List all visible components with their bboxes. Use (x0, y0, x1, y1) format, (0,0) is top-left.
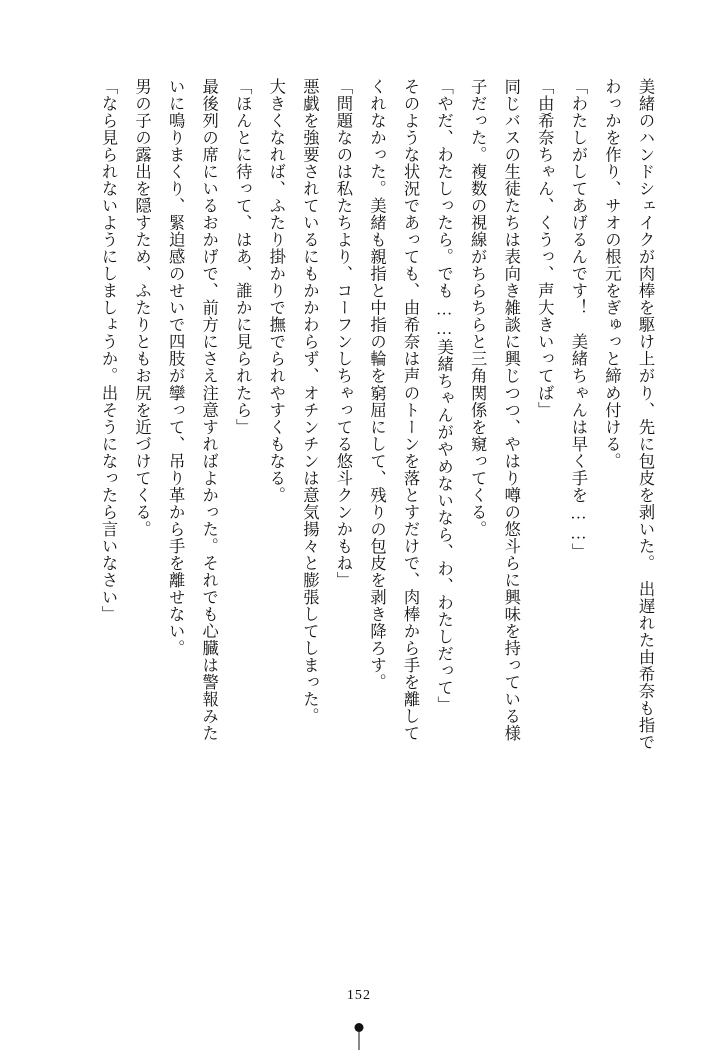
paragraph: わっかを作り、サオの根元をぎゅっと締め付ける。 (602, 78, 622, 470)
paragraph: 「やだ、わたしったら。でも……美緒ちゃんがやめないなら、わ、わたしだって」 (434, 78, 454, 714)
paragraph: 悪戯を強要されているにもかかわらず、オチンチンは意気揚々と膨張してしまった。 (300, 78, 320, 725)
paragraph: そのような状況であっても、由希奈は声のトーンを落とすだけで、肉棒から手を離して (401, 78, 421, 742)
page-marker-stem-icon (359, 1032, 360, 1050)
paragraph: 男の子の露出を隠すため、ふたりともお尻を近づけてくる。 (132, 78, 152, 538)
paragraph: 「由希奈ちゃん、くうっ、声大きいってば」 (535, 78, 555, 419)
page-number: 152 (346, 988, 372, 1003)
paragraph: いに鳴りまくり、緊迫感のせいで四肢が攣って、吊り革から手を離せない。 (166, 78, 186, 657)
paragraph: くれなかった。美緒も親指と中指の輪を窮屈にして、残りの包皮を剥き降ろす。 (367, 78, 387, 691)
paragraph: 同じバスの生徒たちは表向き雑談に興じつつ、やはり噂の悠斗らに興味を持っている様 (501, 78, 521, 742)
paragraph: 美緒のハンドシェイクが肉棒を駆け上がり、先に包皮を剥いた。 出遅れた由希奈も指で (636, 78, 655, 751)
page-body-text (56, 78, 662, 958)
paragraph: 最後列の席にいるおかげで、前方にさえ注意すればよかった。それでも心臓は警報みた (199, 78, 219, 742)
page-marker-dot-icon (355, 1023, 364, 1032)
paragraph: 「問題なのは私たちより、コーフンしちゃってる悠斗クンかもね」 (333, 78, 353, 589)
paragraph: 「なら見られないようにしましょうか。出そうになったら言いなさい」 (99, 78, 118, 623)
paragraph: 「わたしがしてあげるんです！ 美緒ちゃんは早く手を……」 (568, 78, 588, 561)
paragraph: 子だった。複数の視線がちらちらと三角関係を窺ってくる。 (468, 78, 488, 538)
paragraph: 「ほんとに待って、はあ、誰かに見られたら」 (233, 78, 253, 436)
paragraph: 大きくなれば、ふたり掛かりで撫でられやすくもなる。 (266, 78, 286, 504)
